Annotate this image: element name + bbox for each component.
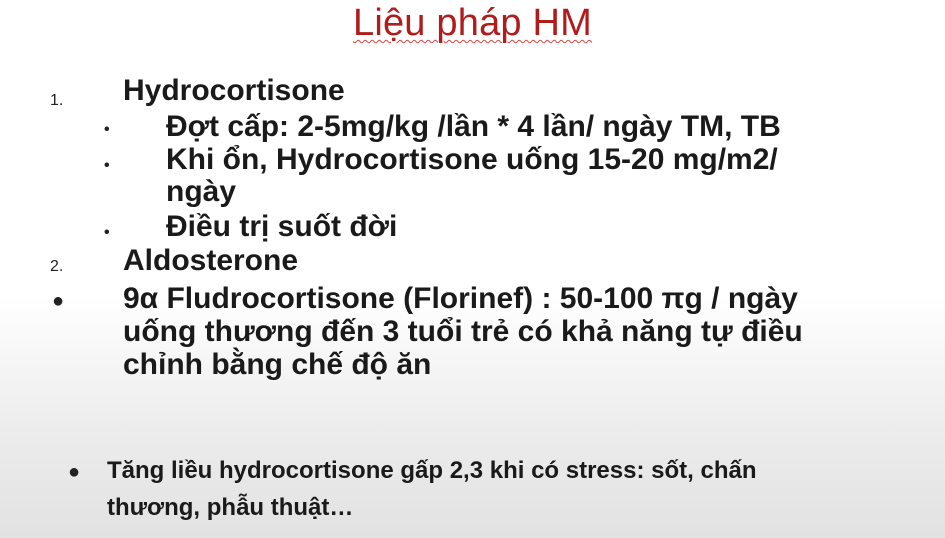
item-2-heading: Aldosterone xyxy=(123,244,299,277)
item-2-line-2: uống thương đến 3 tuổi trẻ có khả năng tự điều xyxy=(123,315,803,348)
note-line-1: Tăng liều hydrocortisone gấp 2,3 khi có stress: sốt, chấn xyxy=(107,457,757,484)
note-line-2: thương, phẫu thuật… xyxy=(107,494,354,521)
title-text: Liệu pháp HM xyxy=(353,2,592,44)
item-1-sub-3: Điều trị suốt đời xyxy=(166,210,398,243)
item-2-number: 2. xyxy=(50,258,64,275)
item-1-sub-2-cont: ngày xyxy=(166,175,237,208)
item-1-heading: Hydrocortisone xyxy=(123,74,345,107)
sub-bullet-1: • xyxy=(104,121,110,138)
slide-title xyxy=(0,2,945,45)
item-2-line-1: 9α Fludrocortisone (Florinef) : 50-100 πg / ngày xyxy=(123,282,798,315)
para-bullet: ● xyxy=(52,290,65,312)
note-bullet: ● xyxy=(68,461,81,483)
item-2-line-3: chỉnh bằng chế độ ăn xyxy=(123,348,432,381)
sub-bullet-3: • xyxy=(104,224,110,241)
sub-bullet-2: • xyxy=(104,157,110,174)
item-1-number: 1. xyxy=(50,92,64,109)
item-1-sub-2: Khi ổn, Hydrocortisone uống 15-20 mg/m2/ xyxy=(166,143,778,176)
item-1-sub-1: Đợt cấp: 2-5mg/kg /lần * 4 lần/ ngày TM, TB xyxy=(166,110,781,143)
